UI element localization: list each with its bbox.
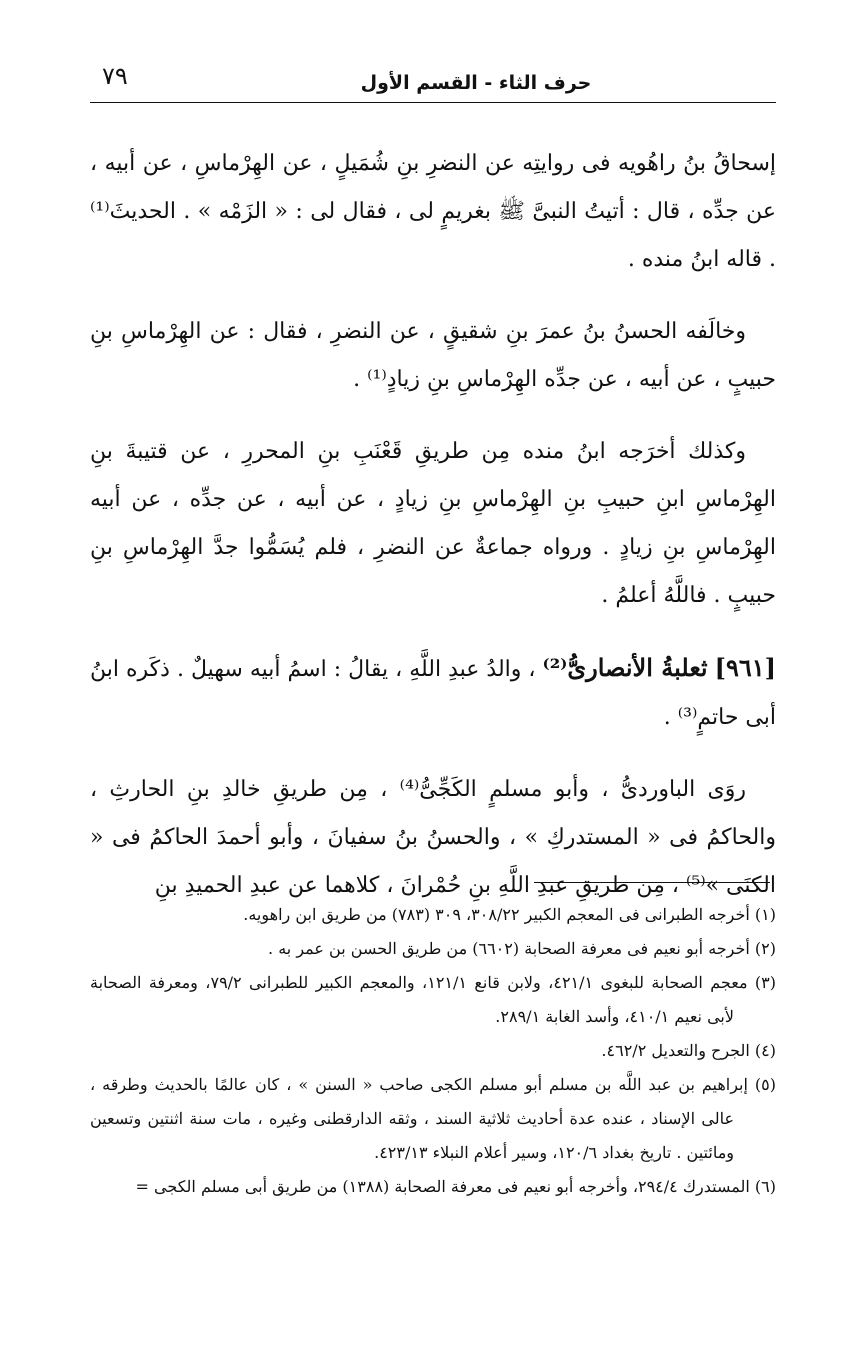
footnote: (١) أخرجه الطبرانى فى المعجم الكبير ٣٠٨/٢٢، ٣٠٩ (٧٨٣) من طريق ابن راهويه. bbox=[243, 905, 776, 924]
page-number: ٧٩ bbox=[102, 62, 128, 90]
footnote: (٢) أخرجه أبو نعيم فى معرفة الصحابة (٦٦٠٢) من طريق الحسن بن عمر به . bbox=[268, 939, 776, 958]
footnote: (٦) المستدرك ٢٩٤/٤، وأخرجه أبو نعيم فى معرفة الصحابة (١٣٨٨) من طريق أبى مسلم الكجى = bbox=[135, 1177, 776, 1196]
page-header bbox=[90, 58, 776, 103]
entry-name: ثعلبةُ الأنصارىُّ⁽²⁾ bbox=[542, 653, 708, 682]
footnotes bbox=[90, 898, 776, 1204]
entry-text: ، والدُ عبدِ اللَّهِ ، يقالُ : اسمُ أبيه سهيلٌ . ذكَره ابنُ أبى حاتمٍ⁽³⁾ . bbox=[90, 657, 776, 730]
paragraph: وخالَفه الحسنُ بنُ عمرَ بنِ شقيقٍ ، عن النضرِ ، فقال : عن الهِرْماسِ بنِ حبيبٍ ، عن أبيه ، عن جدِّه الهِرْماسِ بنِ زيادٍ⁽¹⁾ . bbox=[90, 319, 776, 392]
paragraph: وكذلك أخرَجه ابنُ منده مِن طريقِ قَعْنَبِ بنِ المحررِ ، عن قتيبةَ بنِ الهِرْماسِ ابنِ حبيبِ بنِ الهِرْماسِ بنِ زيادٍ ، عن أبيه ، عن جدِّه ، عن أبيه الهِرْماسِ بنِ زيادٍ . ورواه جماعةٌ عن النضرِ ، فلم يُسَمُّوا جدَّ الهِرْماسِ بنِ حبيبٍ . فاللَّهُ أعلمُ . bbox=[90, 439, 776, 608]
entry-number: [٩٦١] bbox=[714, 653, 776, 682]
footnote-divider bbox=[534, 882, 770, 883]
paragraph: إسحاقُ بنُ راهُويه فى روايتِه عن النضرِ بنِ شُمَيلٍ ، عن الهِرْماسِ ، عن أبيه ، عن جدِّه ، قال : أتيتُ النبىَّ ﷺ بغريمٍ لى ، فقال لى : « الزَمْه » . الحديثَ⁽¹⁾ . قاله ابنُ منده . bbox=[90, 151, 776, 272]
footnote: (٤) الجرح والتعديل ٤٦٢/٢. bbox=[601, 1041, 776, 1060]
footnote: (٥) إبراهيم بن عبد اللَّه بن مسلم أبو مسلم الكجى صاحب « السنن » ، كان عالمًا بالحديث وطرقه ، عالى الإسناد ، عنده عدة أحاديث ثلاثية السند ، وثقه الدارقطنى وغيره ، مات سنة اثنتين وتسعين ومائتين . تاريخ بغداد ١٢٠/٦، وسير أعلام النبلاء ٤٢٣/١٣. bbox=[90, 1075, 776, 1162]
running-title: حرف الثاء - القسم الأول bbox=[360, 72, 592, 94]
paragraph: روَى الباوردىُّ ، وأبو مسلمٍ الكَجِّىُّ⁽⁴⁾ ، مِن طريقِ خالدِ بنِ الحارثِ ، والحاكمُ فى « المستدركِ » ، والحسنُ بنُ سفيانَ ، وأبو أحمدَ الحاكمُ فى « الكنَى »⁽⁵⁾ ، مِن طريقِ عبدِ اللَّهِ بنِ حُمْرانَ ، كلاهما عن عبدِ الحميدِ بنِ bbox=[90, 777, 776, 898]
footnote: (٣) معجم الصحابة للبغوى ٤٢١/١، ولابن قانع ١٢١/١، والمعجم الكبير للطبرانى ٧٩/٢، ومعرفة الصحابة لأبى نعيم ٤١٠/١، وأسد الغابة ٢٨٩/١. bbox=[90, 973, 776, 1026]
entry-paragraph bbox=[90, 644, 776, 742]
main-text bbox=[90, 140, 776, 934]
